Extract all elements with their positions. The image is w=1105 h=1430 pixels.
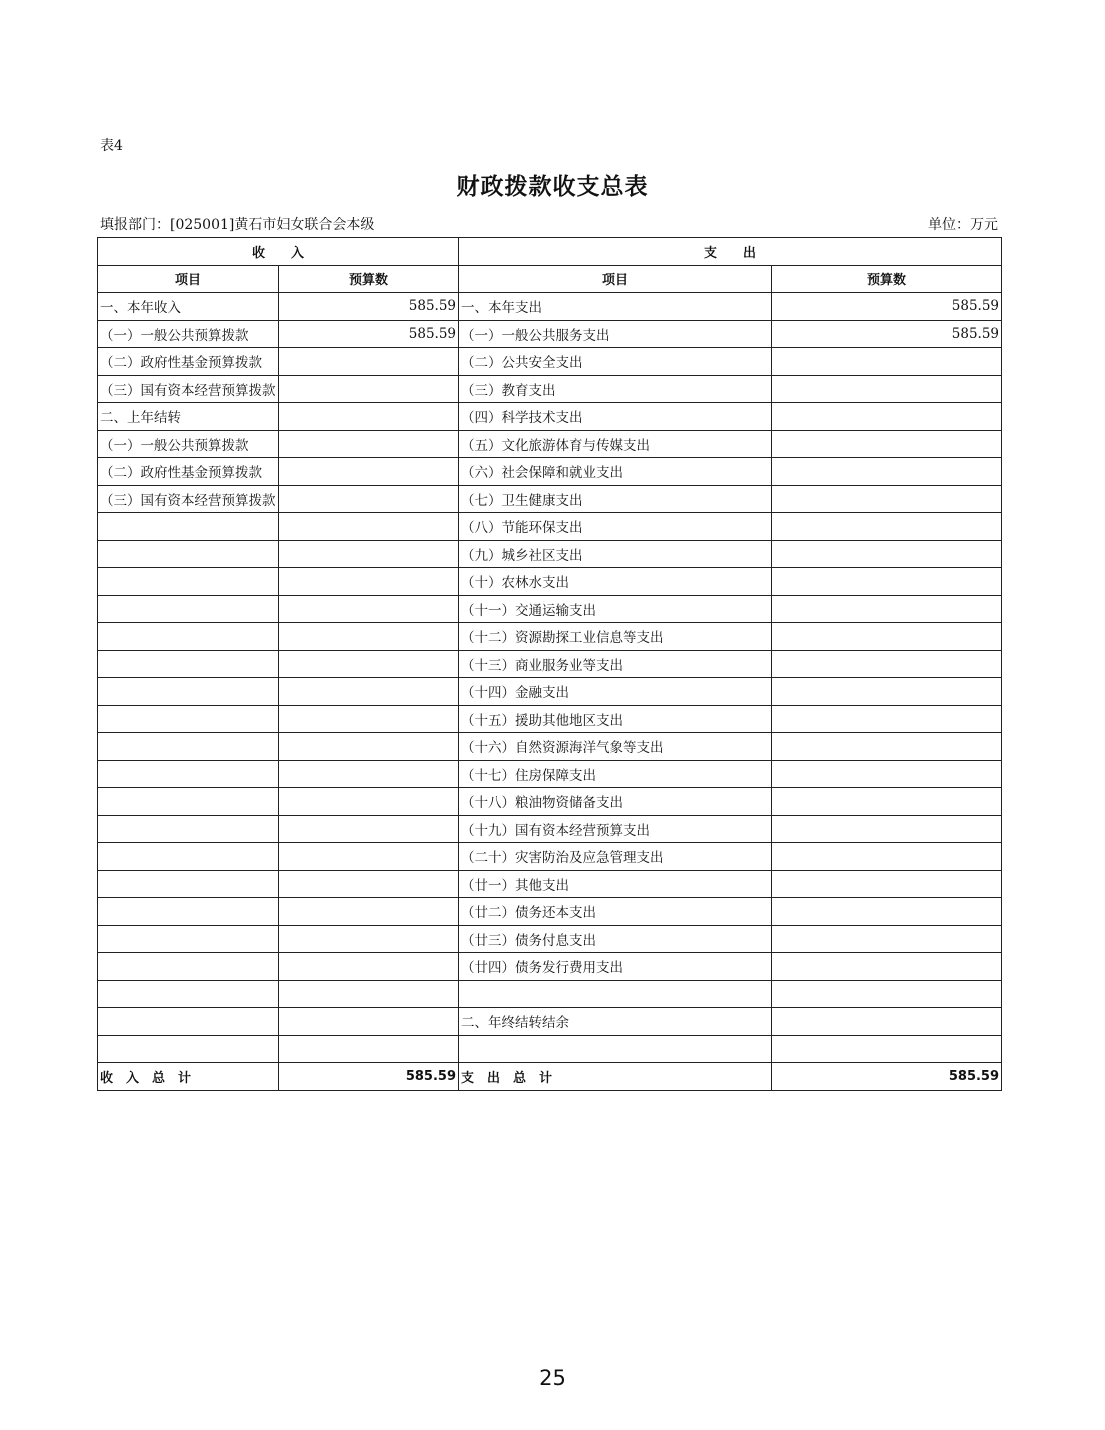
- table-row: [98, 348, 1002, 376]
- income-item-cell: [98, 925, 279, 953]
- income-item-cell: [98, 595, 279, 623]
- income-item-cell: （一）一般公共预算拨款: [98, 430, 279, 458]
- expense-value-cell: [772, 540, 1002, 568]
- table-row: [98, 430, 1002, 458]
- income-value-cell: 585.59: [279, 320, 459, 348]
- expense-item-header: 项目: [459, 265, 772, 293]
- expense-item-cell: [459, 1035, 772, 1063]
- income-item-cell: [98, 513, 279, 541]
- table-row: [98, 980, 1002, 1008]
- page-title: 财政拨款收支总表: [456, 173, 649, 200]
- table-row: [98, 925, 1002, 953]
- header-row-columns: [98, 265, 1002, 293]
- expense-value-cell: [772, 733, 1002, 761]
- table-row: [98, 623, 1002, 651]
- table-row: [98, 733, 1002, 761]
- income-value-cell: [279, 925, 459, 953]
- income-total-value: 585.59: [279, 1063, 459, 1091]
- income-budget-header: 预算数: [279, 265, 459, 293]
- unit-label: 单位：万元: [928, 217, 998, 233]
- expense-total-value: 585.59: [772, 1063, 1002, 1091]
- income-item-cell: （三）国有资本经营预算拨款: [98, 485, 279, 513]
- expense-value-cell: [772, 788, 1002, 816]
- income-value-cell: [279, 650, 459, 678]
- expense-item-cell: （廿三）债务付息支出: [459, 925, 772, 953]
- table-row: [98, 898, 1002, 926]
- income-item-cell: [98, 650, 279, 678]
- budget-table: [97, 237, 1002, 1091]
- income-value-cell: 585.59: [279, 293, 459, 321]
- table-row: [98, 1035, 1002, 1063]
- expense-value-cell: [772, 650, 1002, 678]
- expense-item-cell: （十九）国有资本经营预算支出: [459, 815, 772, 843]
- income-item-cell: [98, 540, 279, 568]
- income-value-cell: [279, 513, 459, 541]
- income-item-cell: （一）一般公共预算拨款: [98, 320, 279, 348]
- expense-item-cell: （十四）金融支出: [459, 678, 772, 706]
- table-row: [98, 843, 1002, 871]
- expense-item-cell: （二）公共安全支出: [459, 348, 772, 376]
- income-value-cell: [279, 540, 459, 568]
- expense-value-cell: [772, 485, 1002, 513]
- expense-value-cell: [772, 980, 1002, 1008]
- table-row: [98, 760, 1002, 788]
- income-item-header: 项目: [98, 265, 279, 293]
- income-item-cell: [98, 870, 279, 898]
- expense-item-cell: （八）节能环保支出: [459, 513, 772, 541]
- expense-item-cell: （六）社会保障和就业支出: [459, 458, 772, 486]
- expense-value-cell: [772, 843, 1002, 871]
- table-row: [98, 595, 1002, 623]
- table-row: [98, 953, 1002, 981]
- income-item-cell: [98, 843, 279, 871]
- expense-budget-header: 预算数: [772, 265, 1002, 293]
- table-row: [98, 540, 1002, 568]
- expense-item-cell: 二、年终结转结余: [459, 1008, 772, 1036]
- expense-value-cell: [772, 953, 1002, 981]
- income-value-cell: [279, 980, 459, 1008]
- table-row: [98, 403, 1002, 431]
- income-value-cell: [279, 733, 459, 761]
- income-item-cell: [98, 898, 279, 926]
- income-value-cell: [279, 623, 459, 651]
- expense-value-cell: [772, 760, 1002, 788]
- expense-value-cell: [772, 705, 1002, 733]
- income-item-cell: [98, 623, 279, 651]
- expense-item-cell: （七）卫生健康支出: [459, 485, 772, 513]
- table-row: [98, 568, 1002, 596]
- table-label: 表4: [100, 138, 123, 154]
- expense-item-cell: （五）文化旅游体育与传媒支出: [459, 430, 772, 458]
- expense-value-cell: [772, 1035, 1002, 1063]
- income-value-cell: [279, 870, 459, 898]
- expense-item-cell: （廿四）债务发行费用支出: [459, 953, 772, 981]
- income-value-cell: [279, 788, 459, 816]
- income-total-label: 收 入 总 计: [98, 1063, 279, 1091]
- expense-item-cell: （十）农林水支出: [459, 568, 772, 596]
- expense-value-cell: [772, 513, 1002, 541]
- expense-item-cell: （十一）交通运输支出: [459, 595, 772, 623]
- income-value-cell: [279, 1008, 459, 1036]
- expense-item-cell: （十六）自然资源海洋气象等支出: [459, 733, 772, 761]
- income-item-cell: 一、本年收入: [98, 293, 279, 321]
- expense-value-cell: [772, 348, 1002, 376]
- expense-item-cell: （三）教育支出: [459, 375, 772, 403]
- expense-value-cell: [772, 458, 1002, 486]
- income-item-cell: [98, 678, 279, 706]
- expense-item-cell: （一）一般公共服务支出: [459, 320, 772, 348]
- income-section-header: 收 入: [98, 238, 459, 266]
- income-item-cell: 二、上年结转: [98, 403, 279, 431]
- expense-item-cell: 一、本年支出: [459, 293, 772, 321]
- income-value-cell: [279, 375, 459, 403]
- expense-item-cell: （廿二）债务还本支出: [459, 898, 772, 926]
- income-item-cell: （二）政府性基金预算拨款: [98, 348, 279, 376]
- income-item-cell: [98, 760, 279, 788]
- income-value-cell: [279, 815, 459, 843]
- expense-section-header: 支 出: [459, 238, 1002, 266]
- expense-value-cell: [772, 870, 1002, 898]
- expense-item-cell: （二十）灾害防治及应急管理支出: [459, 843, 772, 871]
- budget-table-body: [98, 238, 1002, 1091]
- income-item-cell: （二）政府性基金预算拨款: [98, 458, 279, 486]
- expense-value-cell: [772, 430, 1002, 458]
- expense-value-cell: 585.59: [772, 293, 1002, 321]
- expense-value-cell: 585.59: [772, 320, 1002, 348]
- expense-total-label: 支 出 总 计: [459, 1063, 772, 1091]
- expense-value-cell: [772, 375, 1002, 403]
- table-row: [98, 485, 1002, 513]
- header-row-sections: [98, 238, 1002, 266]
- income-value-cell: [279, 843, 459, 871]
- table-row: [98, 870, 1002, 898]
- expense-value-cell: [772, 925, 1002, 953]
- meta-row: [100, 214, 998, 234]
- income-value-cell: [279, 403, 459, 431]
- income-item-cell: [98, 953, 279, 981]
- table-row: [98, 375, 1002, 403]
- income-value-cell: [279, 1035, 459, 1063]
- income-item-cell: [98, 568, 279, 596]
- expense-item-cell: （十三）商业服务业等支出: [459, 650, 772, 678]
- income-item-cell: [98, 980, 279, 1008]
- table-row: [98, 458, 1002, 486]
- income-item-cell: [98, 733, 279, 761]
- table-row: [98, 513, 1002, 541]
- page-number: 25: [539, 1366, 566, 1390]
- income-value-cell: [279, 595, 459, 623]
- expense-item-cell: （十八）粮油物资储备支出: [459, 788, 772, 816]
- income-item-cell: [98, 788, 279, 816]
- income-value-cell: [279, 760, 459, 788]
- expense-item-cell: （十五）援助其他地区支出: [459, 705, 772, 733]
- income-item-cell: [98, 705, 279, 733]
- expense-item-cell: （九）城乡社区支出: [459, 540, 772, 568]
- income-value-cell: [279, 705, 459, 733]
- expense-value-cell: [772, 1008, 1002, 1036]
- total-row: [98, 1063, 1002, 1091]
- expense-value-cell: [772, 623, 1002, 651]
- expense-item-cell: （四）科学技术支出: [459, 403, 772, 431]
- expense-item-cell: （十七）住房保障支出: [459, 760, 772, 788]
- table-row: [98, 293, 1002, 321]
- income-item-cell: [98, 815, 279, 843]
- expense-value-cell: [772, 678, 1002, 706]
- expense-item-cell: （十二）资源勘探工业信息等支出: [459, 623, 772, 651]
- income-value-cell: [279, 953, 459, 981]
- income-item-cell: （三）国有资本经营预算拨款: [98, 375, 279, 403]
- expense-item-cell: （廿一）其他支出: [459, 870, 772, 898]
- income-value-cell: [279, 458, 459, 486]
- income-value-cell: [279, 485, 459, 513]
- expense-value-cell: [772, 898, 1002, 926]
- expense-value-cell: [772, 815, 1002, 843]
- income-item-cell: [98, 1008, 279, 1036]
- income-value-cell: [279, 568, 459, 596]
- table-row: [98, 1008, 1002, 1036]
- table-row: [98, 650, 1002, 678]
- expense-item-cell: [459, 980, 772, 1008]
- expense-value-cell: [772, 403, 1002, 431]
- table-row: [98, 788, 1002, 816]
- table-row: [98, 320, 1002, 348]
- income-item-cell: [98, 1035, 279, 1063]
- income-value-cell: [279, 898, 459, 926]
- income-value-cell: [279, 348, 459, 376]
- income-value-cell: [279, 678, 459, 706]
- expense-value-cell: [772, 568, 1002, 596]
- table-row: [98, 815, 1002, 843]
- filler-department: 填报部门：[025001]黄石市妇女联合会本级: [100, 217, 375, 233]
- income-value-cell: [279, 430, 459, 458]
- expense-value-cell: [772, 595, 1002, 623]
- table-row: [98, 705, 1002, 733]
- table-row: [98, 678, 1002, 706]
